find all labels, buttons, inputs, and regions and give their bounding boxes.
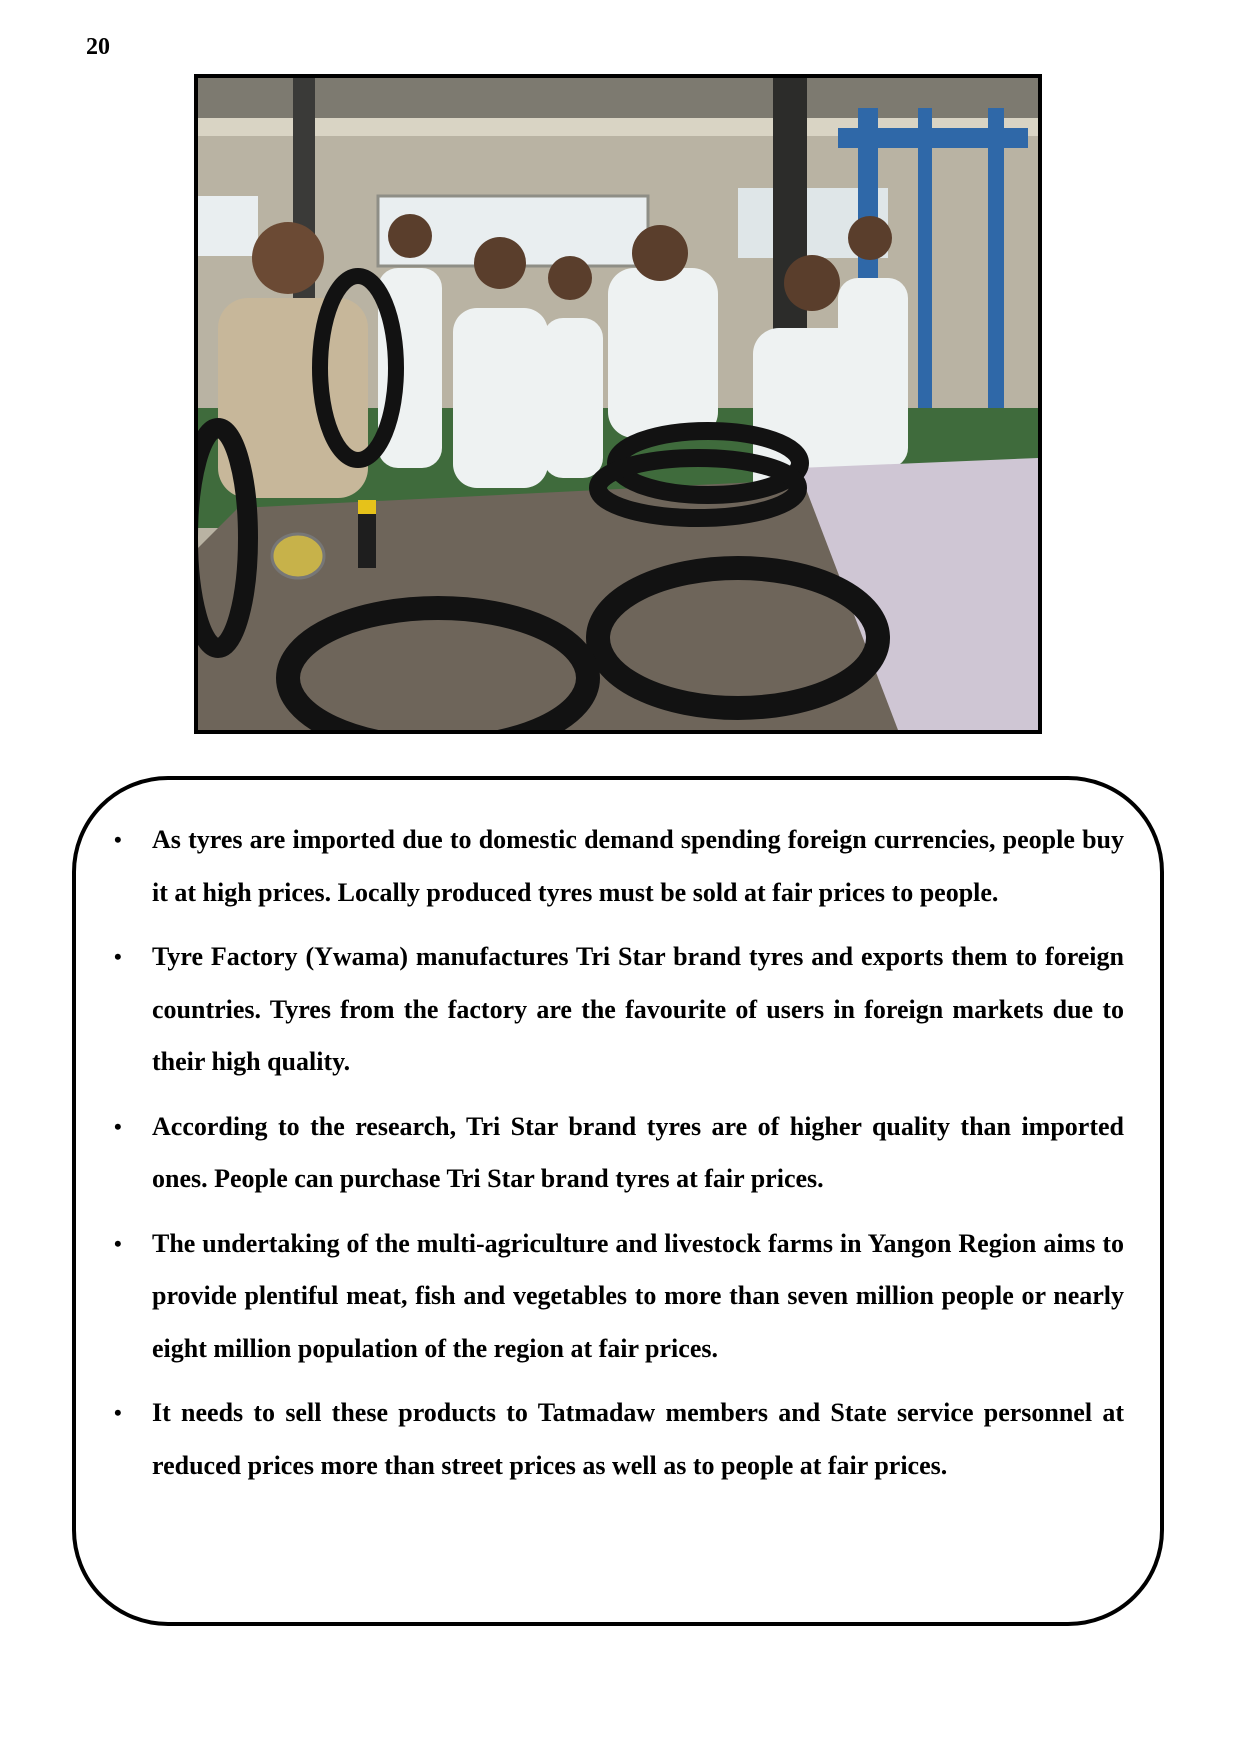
bullet-text: Tyre Factory (Ywama) manufactures Tri Star brand tyres and exports them to foreign countries. Tyres from the factory are the favourite of users in foreign markets due to their high quality. — [152, 942, 1124, 1076]
bullet-icon: • — [114, 1113, 122, 1139]
page-number: 20 — [86, 34, 110, 60]
list-item — [114, 1387, 1124, 1492]
bullet-icon: • — [114, 1400, 122, 1425]
list-item — [114, 1218, 1124, 1376]
list-item — [114, 931, 1124, 1089]
bullet-icon: • — [114, 944, 122, 969]
bullet-text: As tyres are imported due to domestic demand spending foreign currencies, people buy it at high prices. Locally produced tyres must be sold at fair prices to people. — [152, 825, 1124, 907]
key-points-box — [72, 776, 1164, 1626]
factory-photo-illustration — [198, 78, 1038, 730]
bullet-text: According to the research, Tri Star brand tyres are of higher quality than imported ones. People can purchase Tri Star brand tyres at fair prices. — [152, 1111, 1124, 1193]
list-item — [114, 814, 1124, 919]
list-item — [114, 1101, 1124, 1206]
bullet-text: It needs to sell these products to Tatmadaw members and State service personnel at reduced prices more than street prices as well as to people at fair prices. — [152, 1398, 1124, 1480]
bullet-icon: • — [114, 1230, 122, 1256]
bullet-icon: • — [114, 827, 122, 852]
key-points-list — [114, 814, 1124, 1504]
bullet-text: The undertaking of the multi-agriculture and livestock farms in Yangon Region aims to provide plentiful meat, fish and vegetables to more than seven million people or nearly eight million population of the region at fair prices. — [152, 1228, 1124, 1363]
factory-photo — [194, 74, 1042, 734]
